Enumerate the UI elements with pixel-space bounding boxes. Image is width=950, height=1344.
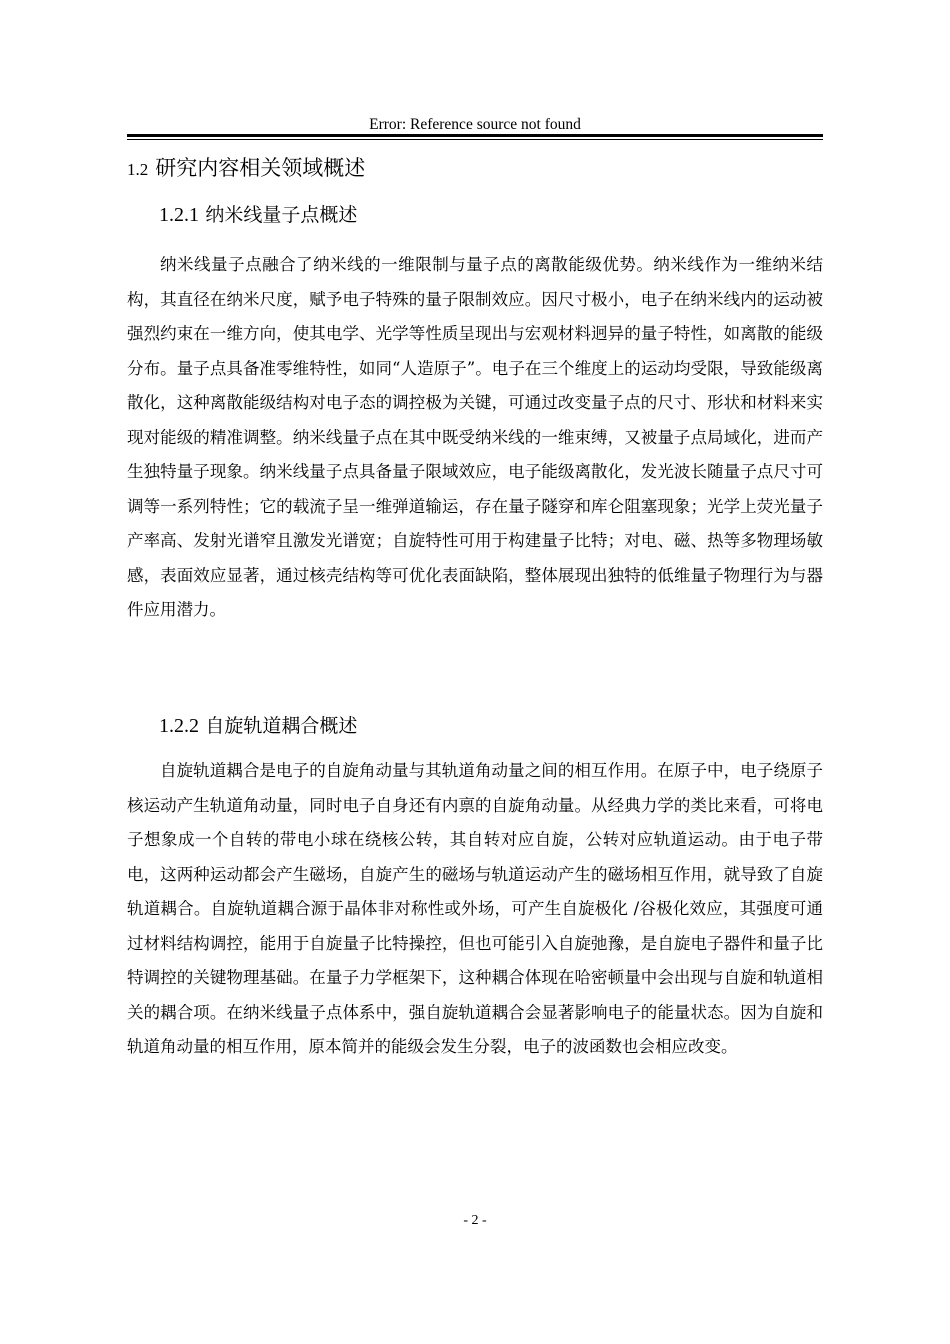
section-number: 1.2 (127, 160, 149, 179)
subsection-heading-2 (159, 711, 357, 740)
paragraph-spin-orbit-coupling: 自旋轨道耦合是电子的自旋角动量与其轨道角动量之间的相互作用。在原子中，电子绕原子核运动产生轨道角动量，同时电子自身还有内禀的自旋角动量。从经典力学的类比来看，可将电子想象成一个自转的带电小球在绕核公转，其自转对应自旋，公转对应轨道运动。由于电子带电，这两种运动都会产生磁场，自旋产生的磁场与轨道运动产生的磁场相互作用，就导致了自旋轨道耦合。自旋轨道耦合源于晶体非对称性或外场，可产生自旋极化 /谷极化效应，其强度可通过材料结构调控，能用于自旋量子比特操控，但也可能引入自旋弛豫，是自旋电子器件和量子比特调控的关键物理基础。在量子力学框架下，这种耦合体现在哈密顿量中会出现与自旋和轨道相关的耦合项。在纳米线量子点体系中，强自旋轨道耦合会显著影响电子的能量状态。因为自旋和轨道角动量的相互作用，原本简并的能级会发生分裂，电子的波函数也会相应改变。 (127, 761, 823, 1056)
header-rule-thick (127, 134, 823, 137)
subsection-heading-1 (159, 200, 357, 229)
page-number: - 2 - (463, 1213, 487, 1228)
running-header: Error: Reference source not found (369, 116, 581, 133)
paragraph-nanowire-quantum-dot: 纳米线量子点融合了纳米线的一维限制与量子点的离散能级优势。纳米线作为一维纳米结构，其直径在纳米尺度，赋予电子特殊的量子限制效应。因尺寸极小，电子在纳米线内的运动被强烈约束在一维方向，使其电学、光学等性质呈现出与宏观材料迥异的量子特性，如离散的能级分布。量子点具备准零维特性，如同“人造原子”。电子在三个维度上的运动均受限，导致能级离散化，这种离散能级结构对电子态的调控极为关键，可通过改变量子点的尺寸、形状和材料来实现对能级的精准调整。纳米线量子点在其中既受纳米线的一维束缚，又被量子点局域化，进而产生独特量子现象。纳米线量子点具备量子限域效应，电子能级离散化，发光波长随量子点尺寸可调等一系列特性；它的载流子呈一维弹道输运，存在量子隧穿和库仑阻塞现象；光学上荧光量子产率高、发射光谱窄且激发光谱宽；自旋特性可用于构建量子比特；对电、磁、热等多物理场敏感，表面效应显著，通过核壳结构等可优化表面缺陷，整体展现出独特的低维量子物理行为与器件应用潜力。 (127, 255, 823, 619)
header-rule-thin (127, 139, 823, 140)
subsection-number: 1.2.1 (159, 204, 199, 226)
subsection-title: 纳米线量子点概述 (205, 204, 358, 226)
section-heading (127, 153, 365, 185)
section-title: 研究内容相关领域概述 (155, 156, 366, 180)
subsection-title: 自旋轨道耦合概述 (205, 715, 358, 737)
subsection-number: 1.2.2 (159, 715, 199, 737)
